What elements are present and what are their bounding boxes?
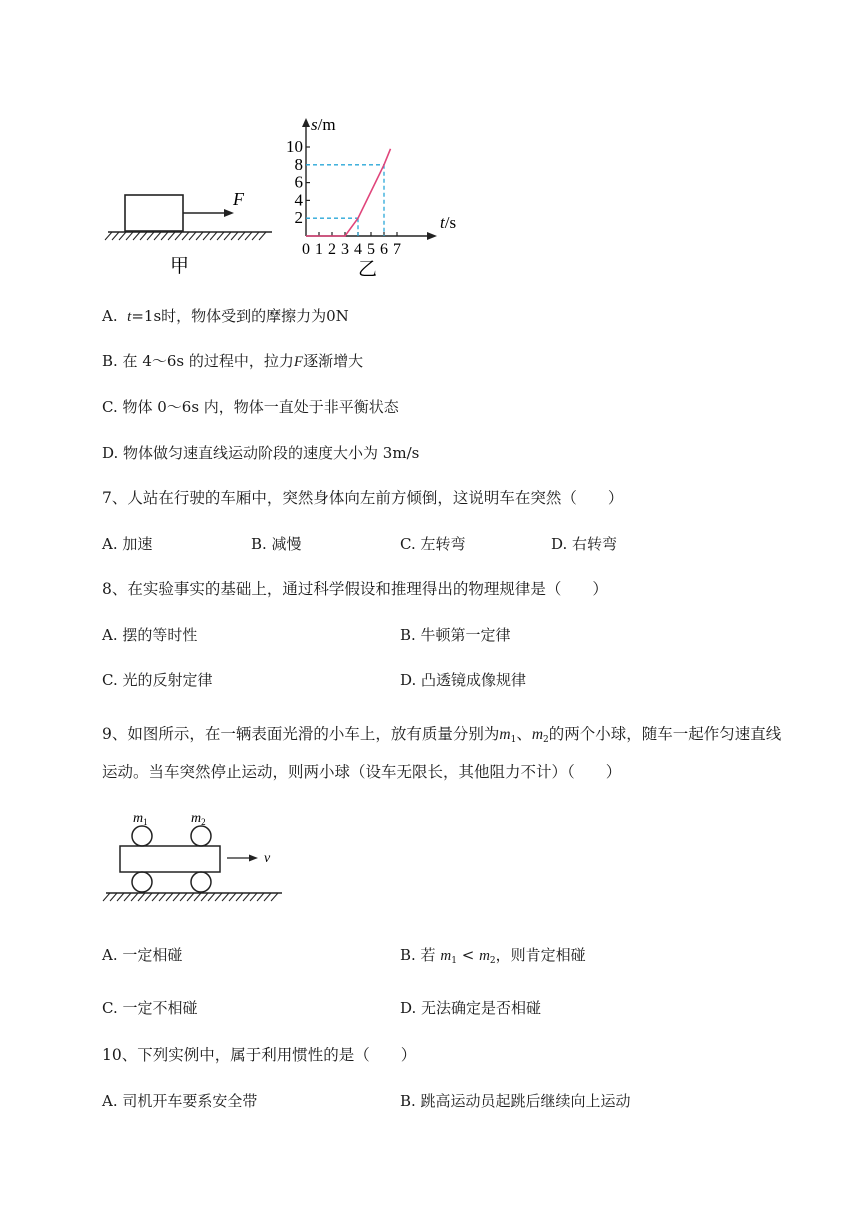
hatch-mark — [161, 232, 168, 240]
q8-stem: 8、在实验事实的基础上，通过科学假设和推理得出的物理规律是（ ） — [102, 580, 608, 598]
x-tick-label: 6 — [380, 241, 388, 258]
hatch-mark — [166, 893, 173, 901]
hatch-mark — [175, 232, 182, 240]
y-axis-label: s/m — [311, 115, 336, 134]
ball-m2 — [191, 826, 211, 846]
cart-ground-hatch — [103, 893, 278, 901]
x-tick-label: 7 — [393, 241, 401, 258]
figure-yi — [280, 110, 480, 285]
hatch-mark — [222, 893, 229, 901]
q9-option-a: A. 一定相碰 — [102, 946, 183, 964]
hatch-mark — [231, 232, 238, 240]
hatch-mark — [236, 893, 243, 901]
x-tick-label: 0 — [302, 241, 310, 258]
ball-m1 — [132, 826, 152, 846]
figure-jia — [100, 180, 280, 280]
hatch-mark — [126, 232, 133, 240]
hatch-mark — [243, 893, 250, 901]
hatch-mark — [194, 893, 201, 901]
hatch-mark — [208, 893, 215, 901]
x-tick-label: 2 — [328, 241, 336, 258]
y-tick-label: 2 — [294, 208, 303, 228]
hatch-mark — [131, 893, 138, 901]
q6-option-d: D. 物体做匀速直线运动阶段的速度大小为 3m/s — [102, 444, 420, 462]
hatch-mark — [154, 232, 161, 240]
force-label: F — [233, 189, 244, 209]
hatch-mark — [168, 232, 175, 240]
hatch-mark — [103, 893, 110, 901]
hatch-mark — [159, 893, 166, 901]
q6-option-c: C. 物体 0～6s 内，物体一直处于非平衡状态 — [102, 398, 399, 416]
series-line — [306, 149, 391, 236]
x-tick-label: 1 — [315, 241, 323, 258]
hatch-mark — [224, 232, 231, 240]
q7-option-a: A. 加速 — [102, 535, 153, 553]
force-arrow-head — [224, 209, 234, 217]
hatch-mark — [182, 232, 189, 240]
q7-stem: 7、人站在行驶的车厢中，突然身体向左前方倾倒，这说明车在突然（ ） — [102, 489, 624, 507]
hatch-mark — [173, 893, 180, 901]
m1-label: $m_1$ — [133, 811, 148, 827]
q7-option-b: B. 减慢 — [251, 535, 302, 553]
q10-stem: 10、下列实例中，属于利用惯性的是（ ） — [102, 1046, 417, 1064]
q9-option-b: B. 若 $m_1 < m_2$，则肯定相碰 — [400, 946, 586, 966]
hatch-mark — [152, 893, 159, 901]
hatch-mark — [250, 893, 257, 901]
y-tick-label: 10 — [286, 137, 303, 156]
q8-option-b: B. 牛顿第一定律 — [400, 626, 511, 644]
hatch-mark — [119, 232, 126, 240]
hatch-mark — [180, 893, 187, 901]
q9-option-c: C. 一定不相碰 — [102, 999, 198, 1017]
y-tick-label: 8 — [294, 154, 303, 174]
hatch-mark — [238, 232, 245, 240]
hatch-mark — [145, 893, 152, 901]
x-axis-label: t/s — [440, 213, 457, 232]
hatch-mark — [110, 893, 117, 901]
y-tick-label: 6 — [294, 172, 303, 192]
hatch-mark — [187, 893, 194, 901]
hatch-mark — [259, 232, 266, 240]
block — [125, 195, 183, 231]
q8-option-a: A. 摆的等时性 — [102, 626, 198, 644]
hatch-mark — [252, 232, 259, 240]
q9-stem-line1: 9、如图所示，在一辆表面光滑的小车上，放有质量分别为$m_1$、$m_2$的两个小球，随车一起作匀速直线 — [102, 725, 782, 745]
q10-option-a: A. 司机开车要系安全带 — [102, 1092, 258, 1110]
y-axis-arrow — [302, 118, 310, 127]
caption-yi: 乙 — [358, 259, 378, 280]
hatch-mark — [264, 893, 271, 901]
cart-body — [120, 846, 220, 872]
wheel-right — [191, 872, 211, 892]
y-tick-label: 4 — [294, 190, 303, 210]
q6-option-a: A. t=1s时，物体受到的摩擦力为0N — [102, 307, 349, 325]
ground-hatch — [105, 232, 266, 240]
hatch-mark — [229, 893, 236, 901]
guide-lines — [306, 165, 384, 236]
hatch-mark — [245, 232, 252, 240]
q6-option-b: B. 在 4～6s 的过程中，拉力F逐渐增大 — [102, 352, 364, 370]
figure-cart — [100, 808, 290, 908]
hatch-mark — [210, 232, 217, 240]
q8-option-c: C. 光的反射定律 — [102, 671, 213, 689]
caption-jia: 甲 — [170, 256, 190, 277]
hatch-mark — [196, 232, 203, 240]
hatch-mark — [105, 232, 112, 240]
hatch-mark — [112, 232, 119, 240]
hatch-mark — [201, 893, 208, 901]
hatch-mark — [147, 232, 154, 240]
hatch-mark — [271, 893, 278, 901]
hatch-mark — [203, 232, 210, 240]
hatch-mark — [217, 232, 224, 240]
x-tick-label: 4 — [354, 241, 362, 258]
hatch-mark — [189, 232, 196, 240]
hatch-mark — [138, 893, 145, 901]
hatch-mark — [124, 893, 131, 901]
m2-label: $m_2$ — [191, 811, 206, 827]
axes — [302, 118, 437, 240]
x-tick-label: 3 — [341, 241, 349, 258]
q8-option-d: D. 凸透镜成像规律 — [400, 671, 527, 689]
hatch-mark — [257, 893, 264, 901]
q10-option-b: B. 跳高运动员起跳后继续向上运动 — [400, 1092, 631, 1110]
velocity-label: v — [264, 851, 271, 866]
x-tick-label: 5 — [367, 241, 375, 258]
q7-option-d: D. 右转弯 — [551, 535, 618, 553]
q9-stem-line2: 运动。当车突然停止运动，则两小球（设车无限长，其他阻力不计）（ ） — [102, 763, 622, 781]
hatch-mark — [140, 232, 147, 240]
hatch-mark — [117, 893, 124, 901]
x-axis-arrow — [427, 232, 437, 240]
hatch-mark — [133, 232, 140, 240]
q7-option-c: C. 左转弯 — [400, 535, 466, 553]
velocity-arrow-head — [249, 855, 258, 862]
hatch-mark — [215, 893, 222, 901]
wheel-left — [132, 872, 152, 892]
q9-option-d: D. 无法确定是否相碰 — [400, 999, 542, 1017]
